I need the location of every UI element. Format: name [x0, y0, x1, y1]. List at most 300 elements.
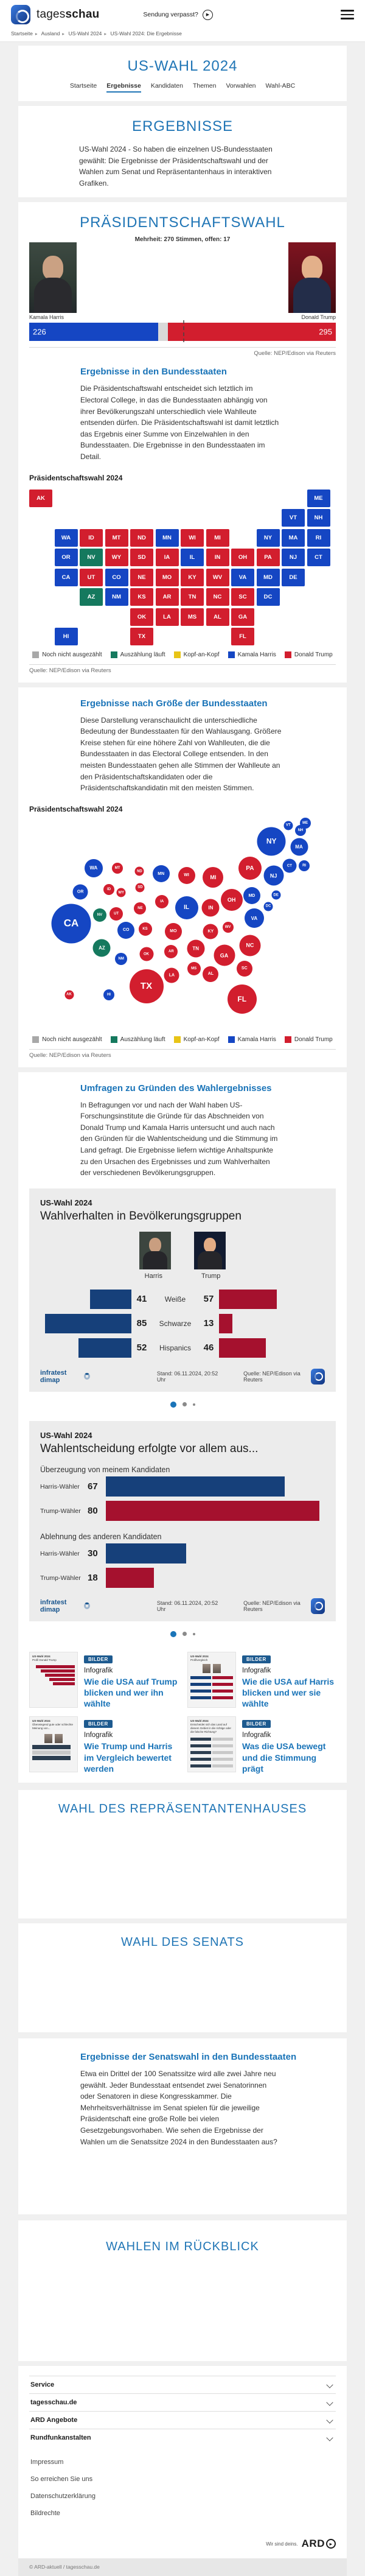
tab-startseite[interactable]: Startseite	[69, 82, 97, 89]
state-bubble-KS[interactable]: KS	[139, 922, 152, 936]
chart-b-stand: Stand: 06.11.2024, 20:52 Uhr	[156, 1599, 218, 1612]
state-bubble-CT[interactable]: CT	[282, 859, 296, 873]
repraesentantenhaus-card	[18, 1790, 347, 1918]
play-icon[interactable]: ▶	[203, 10, 213, 20]
decision-row	[40, 1542, 325, 1565]
majority-marker	[183, 320, 184, 342]
demographics-row	[40, 1311, 325, 1336]
majority-line: Mehrheit: 270 Stimmen, offen: 17	[134, 236, 231, 244]
state-tile-FL[interactable]: FL	[231, 628, 254, 645]
state-bubble-MT[interactable]: MT	[112, 863, 123, 874]
harris-name: Kamala Harris	[29, 314, 64, 321]
divider	[29, 1049, 336, 1050]
ard-brand-row	[29, 2538, 336, 2550]
infratest-ring-icon	[84, 1602, 90, 1609]
state-bubble-SC[interactable]: SC	[237, 961, 252, 977]
ergebnisse-card	[18, 106, 347, 197]
state-bubble-MA[interactable]: MA	[290, 838, 308, 855]
footer-accordion-ard-angebote[interactable]: ARD Angebote	[29, 2411, 336, 2429]
breadcrumb-separator: ▸	[35, 31, 38, 37]
state-bubble-SD[interactable]: SD	[136, 883, 145, 892]
state-tile-MI[interactable]: MI	[206, 529, 229, 547]
state-tile-WA[interactable]: WA	[55, 529, 78, 547]
state-tile-WY[interactable]: WY	[105, 549, 128, 566]
chart-a-source: Quelle: NEP/Edison via Reuters	[243, 1370, 301, 1383]
chevron-down-icon	[326, 2416, 333, 2423]
ergebnisse-text: US-Wahl 2024 - So haben die einzelnen US-Bundesstaaten gewählt: Die Ergebnisse der Präsidentschaftswahl und der Wahlen zum Senat und Repräsentantenhaus in interaktiven Grafiken.	[79, 145, 273, 188]
legend-item	[32, 1036, 102, 1043]
decision-row	[40, 1475, 325, 1498]
state-tile-NC[interactable]: NC	[206, 588, 229, 606]
bar-holder	[106, 1568, 325, 1588]
decision-value: 18	[88, 1573, 98, 1584]
size-heading: Ergebnisse nach Größe der Bundesstaaten	[80, 698, 268, 709]
legend-item	[228, 1036, 276, 1043]
praesidentschaftswahl-card	[18, 202, 347, 682]
brand-light: tages	[36, 8, 66, 21]
state-tile-SC[interactable]: SC	[231, 588, 254, 606]
sendung-verpasst-button[interactable]	[143, 10, 212, 20]
state-tile-RI[interactable]: RI	[307, 529, 330, 547]
harris-value: 41	[136, 1294, 147, 1305]
teaser-trump-profil[interactable]	[29, 1652, 178, 1710]
state-tile-NH[interactable]: NH	[307, 509, 330, 527]
senatswahl-text: Etwa ein Drittel der 100 Senatssitze wird alle zwei Jahre neu gewählt. Jeder Bundesstaat entsendet zwei Senatorinnen oder Senatoren in diese Kongresskammer. Die Mehrheitsverhältnisse im Senat spielen für die jeweilige Präsidentschaft eine große Rolle bei vielen Gesetzgebungsvorhaben. Wie sehen die Ergebnisse der Wahlen um die Senatssitze 2024 in den Bundesstaaten aus?	[80, 2069, 277, 2146]
dot[interactable]	[193, 1633, 195, 1635]
teaser-title[interactable]: Wie die USA auf Trump blicken und wer ihn wählte	[84, 1676, 178, 1709]
carousel-dots	[29, 1392, 336, 1411]
state-tile-PA[interactable]: PA	[257, 549, 280, 566]
dot[interactable]	[193, 1403, 195, 1406]
brand-wordmark[interactable]	[36, 8, 99, 21]
dot-active[interactable]	[170, 1402, 176, 1408]
state-bubble-TX[interactable]: TX	[130, 969, 164, 1003]
footer-link-impressum[interactable]: Impressum	[30, 2458, 64, 2466]
chart-a-candidate-labels	[40, 1272, 325, 1280]
state-bubble-NH[interactable]: NH	[295, 825, 306, 836]
footer-accordion-rundfunkanstalten[interactable]: Rundfunkanstalten	[29, 2429, 336, 2446]
demographics-row	[40, 1287, 325, 1311]
category-label: Schwarze	[159, 1319, 192, 1328]
chart-b-title: Wahlentscheidung erfolgte vor allem aus...	[40, 1442, 259, 1455]
map-chart-label: Präsidentschaftswahl 2024	[29, 473, 123, 482]
top-bar	[0, 0, 365, 29]
bilder-badge: BILDER	[242, 1655, 271, 1663]
ard-logo[interactable]: ARD ▸	[302, 2538, 336, 2550]
state-bubble-CO[interactable]: CO	[117, 922, 134, 939]
state-tile-VA[interactable]: VA	[231, 569, 254, 586]
teaser-kicker: Infografik	[84, 1732, 113, 1739]
state-bubble-MI[interactable]: MI	[203, 867, 223, 888]
state-bubble-NM[interactable]: NM	[115, 953, 127, 965]
trump-value: 13	[203, 1318, 214, 1329]
state-bubble-TN[interactable]: TN	[187, 939, 204, 957]
state-bubble-UT[interactable]: UT	[109, 907, 123, 921]
state-tile-CO[interactable]: CO	[105, 569, 128, 586]
legend-item	[32, 651, 102, 658]
infratest-ring-icon	[84, 1373, 90, 1380]
state-bubble-NE[interactable]: NE	[134, 902, 146, 914]
state-tile-NJ[interactable]: NJ	[282, 549, 305, 566]
state-tile-WV[interactable]: WV	[206, 569, 229, 586]
state-bubble-OK[interactable]: OK	[139, 947, 153, 961]
state-bubble-IN[interactable]: IN	[202, 899, 220, 916]
us-choropleth-map[interactable]	[29, 490, 336, 645]
state-bubble-PA[interactable]: PA	[238, 857, 262, 880]
umfragen-text: In Befragungen vor und nach der Wahl haben US-Forschungsinstitute die Gründe für das Abschneiden von Donald Trump und Kamala Harris untersucht und auch nach den Gründen für die Wahlentscheidung und die Stimmung im Land gefragt. Die Ergebnisse liefern wichtige Anhaltspunkte zu den Ursachen des Ergebnisses und zum Wahlverhalten der verschiedenen Bevölkerungsgruppen.	[80, 1100, 278, 1177]
state-tile-VT[interactable]: VT	[282, 509, 305, 527]
hub-card	[18, 46, 347, 101]
state-tile-MS[interactable]: MS	[181, 608, 204, 626]
state-tile-KS[interactable]: KS	[130, 588, 153, 606]
state-tile-NE[interactable]: NE	[130, 569, 153, 586]
electoral-result-block	[29, 236, 336, 341]
harris-column-label: Harris	[144, 1272, 162, 1280]
state-bubble-WY[interactable]: WY	[117, 888, 126, 897]
tagesschau-app-icon	[311, 1598, 325, 1614]
tagesschau-logo-icon[interactable]	[11, 5, 30, 24]
teaser-kicker: Infografik	[84, 1666, 113, 1674]
breadcrumb-separator: ▸	[62, 31, 65, 37]
teaser-kicker: Infografik	[242, 1666, 271, 1674]
decision-row	[40, 1567, 325, 1590]
state-bubble-HI[interactable]: HI	[103, 989, 114, 1000]
teaser-kicker: Infografik	[242, 1732, 271, 1739]
teaser-thumbnail: US-Wahl 2024 Profilvergleich	[187, 1652, 236, 1708]
teaser-title[interactable]: Was die USA bewegt und die Stimmung prägt	[242, 1741, 326, 1774]
state-bubble-AR[interactable]: AR	[164, 945, 178, 958]
chevron-down-icon	[326, 2399, 333, 2406]
state-bubble-DE[interactable]: DE	[271, 891, 280, 900]
state-bubble-ID[interactable]: ID	[103, 884, 114, 895]
legend-item	[285, 1036, 333, 1043]
divider	[29, 347, 336, 348]
legend-swatch	[285, 1036, 291, 1043]
state-bubble-WV[interactable]: WV	[223, 922, 234, 933]
tagesschau-app-icon	[311, 1369, 325, 1385]
decision-chart-card	[29, 1421, 336, 1621]
us-bubble-map[interactable]	[29, 817, 336, 1030]
state-tile-NV[interactable]: NV	[80, 549, 103, 566]
footer-link-datenschutz[interactable]: Datenschutzerklärung	[30, 2493, 96, 2501]
category-label: Hispanics	[159, 1343, 192, 1352]
state-bubble-IL[interactable]: IL	[175, 896, 198, 919]
decision-row	[40, 1500, 325, 1523]
state-tile-NM[interactable]: NM	[105, 588, 128, 606]
tab-vorwahlen[interactable]: Vorwahlen	[226, 82, 256, 89]
chevron-down-icon	[326, 2381, 333, 2388]
hub-tabs	[29, 82, 336, 93]
state-bubble-LA[interactable]: LA	[164, 968, 179, 983]
harris-value: 52	[136, 1342, 147, 1353]
state-tile-ME[interactable]: ME	[307, 490, 330, 507]
harris-bar	[90, 1290, 131, 1309]
teaser-harris-profil[interactable]	[187, 1652, 336, 1710]
size-card	[18, 687, 347, 1067]
legend-label: Kopf-an-Kopf	[183, 1036, 220, 1043]
bar-holder	[106, 1476, 325, 1497]
legend-label: Noch nicht ausgezählt	[42, 651, 102, 658]
carousel-dots	[29, 1621, 336, 1641]
state-tile-IL[interactable]: IL	[181, 549, 204, 566]
teaser-stimmung[interactable]	[187, 1716, 336, 1774]
legend-swatch	[285, 651, 291, 658]
bilder-badge: BILDER	[84, 1655, 113, 1663]
chevron-down-icon	[326, 2434, 333, 2441]
state-bubble-GA[interactable]: GA	[214, 945, 235, 966]
chart-b-footer	[40, 1598, 325, 1614]
state-bubble-NC[interactable]: NC	[239, 935, 260, 956]
legend-label: Auszählung läuft	[120, 651, 165, 658]
dot[interactable]	[182, 1402, 187, 1406]
tab-kandidaten[interactable]: Kandidaten	[150, 82, 183, 89]
senatswahl-heading: Ergebnisse der Senatswahl in den Bundesstaaten	[80, 2051, 297, 2062]
legend-item	[174, 1036, 220, 1043]
senat-card	[18, 1923, 347, 2032]
ergebnisse-title: ERGEBNISSE	[131, 118, 234, 135]
state-bubble-CA[interactable]: CA	[52, 904, 91, 943]
state-tile-MD[interactable]: MD	[257, 569, 280, 586]
state-tile-TN[interactable]: TN	[181, 588, 204, 606]
electoral-source: Quelle: NEP/Edison via Reuters	[254, 350, 336, 357]
demographics-rows	[40, 1287, 325, 1360]
teaser-thumbnail: US-Wahl 2024 Profil Donald Trump	[29, 1652, 78, 1708]
state-bubble-MN[interactable]: MN	[153, 865, 170, 882]
divider	[29, 664, 336, 665]
teaser-title[interactable]: Wie Trump und Harris im Vergleich bewertet werden	[84, 1741, 173, 1774]
state-bubble-MS[interactable]: MS	[187, 962, 201, 975]
trump-value: 46	[203, 1342, 214, 1353]
chart-b-kicker: US-Wahl 2024	[40, 1430, 92, 1440]
chart-a-kicker: US-Wahl 2024	[40, 1198, 92, 1207]
breadcrumb-us-wahl[interactable]: US-Wahl 2024	[68, 30, 102, 37]
state-bubble-VA[interactable]: VA	[245, 908, 264, 928]
sendung-verpasst-label: Sendung verpasst?	[143, 11, 198, 18]
state-tile-WI[interactable]: WI	[181, 529, 204, 547]
umfragen-card	[18, 1072, 347, 1783]
state-bubble-NV[interactable]: NV	[93, 908, 106, 922]
footer	[18, 2366, 347, 2558]
harris-bar	[45, 1314, 131, 1333]
infratest-dimap-logo: infratest dimap	[40, 1599, 90, 1613]
tab-wahl-abc[interactable]: Wahl-ABC	[265, 82, 296, 89]
umfragen-heading: Umfragen zu Gründen des Wahlergebnisses	[80, 1083, 272, 1093]
state-tile-CT[interactable]: CT	[307, 549, 330, 566]
chart-a-footer	[40, 1369, 325, 1385]
harris-bar	[106, 1543, 186, 1563]
harris-photo	[29, 242, 77, 313]
state-bubble-ND[interactable]: ND	[135, 867, 144, 876]
legend-label: Kopf-an-Kopf	[183, 651, 220, 658]
state-tile-CA[interactable]: CA	[55, 569, 78, 586]
state-bubble-KY[interactable]: KY	[203, 924, 218, 939]
state-tile-IN[interactable]: IN	[206, 549, 229, 566]
state-tile-NY[interactable]: NY	[257, 529, 280, 547]
legend-item	[285, 651, 333, 658]
footer-link-bildrechte[interactable]: Bildrechte	[30, 2510, 60, 2518]
trump-electoral-votes: 295	[319, 327, 332, 337]
state-tile-LA[interactable]: LA	[156, 608, 179, 626]
legend-swatch	[228, 1036, 235, 1043]
footer-accordion-service[interactable]: Service	[29, 2376, 336, 2393]
legend-swatch	[228, 651, 235, 658]
repraesentantenhaus-title: WAHL DES REPRÄSENTANTENHAUSES	[58, 1802, 307, 1816]
voter-group-label: Harris-Wähler	[40, 1483, 80, 1490]
state-tile-ND[interactable]: ND	[130, 529, 153, 547]
states-text: Die Präsidentschaftswahl entscheidet sich letztlich im Electoral College, in das die Bundesstaaten abhängig von ihrer Bevölkerungszahl unterschiedlich viele Wahlleute entsenden dürfen. Die Präsidentschaftswahl ist damit letztlich das Ergebnis einer Summe von Einzelwahlen in den Bundesstaaten. Die Ergebnisse in den Bundesstaaten im Detail.	[80, 384, 279, 461]
breadcrumb	[0, 29, 365, 42]
state-tile-OH[interactable]: OH	[231, 549, 254, 566]
dot[interactable]	[182, 1632, 187, 1636]
state-bubble-RI[interactable]: RI	[299, 860, 310, 871]
size-text: Diese Darstellung veranschaulicht die unterschiedliche Bedeutung der Bundesstaaten für den Wahlausgang. Größere Kreise stehen für eine höhere Zahl von Wahlleuten, die die Bundesstaaten in das Electoral College entsenden. In den meisten Bundesstaaten gehen alle Stimmen der Wahlleute an den Präsidentschaftskandidaten oder die Präsidentschaftskandidatin mit den meisten Stimmen.	[80, 715, 282, 793]
legend-label: Auszählung läuft	[120, 1036, 165, 1043]
trump-name: Donald Trump	[301, 314, 336, 321]
legend-item	[111, 1036, 165, 1043]
tab-ergebnisse[interactable]: Ergebnisse	[106, 82, 141, 93]
harris-bar-segment	[29, 323, 158, 341]
ard-oval-icon: ▸	[326, 2539, 336, 2549]
demographics-chart-card	[29, 1188, 336, 1392]
state-tile-AL[interactable]: AL	[206, 608, 229, 626]
legend-swatch	[174, 651, 181, 658]
trump-bar	[106, 1568, 154, 1588]
state-bubble-AK[interactable]: AK	[64, 990, 74, 999]
breadcrumb-startseite[interactable]: Startseite	[11, 30, 33, 37]
legend-swatch	[32, 651, 39, 658]
bilder-badge: BILDER	[242, 1720, 271, 1728]
breadcrumb-separator: ▸	[104, 31, 107, 37]
voter-group-label: Trump-Wähler	[40, 1507, 81, 1515]
state-bubble-DC[interactable]: DC	[264, 902, 273, 911]
state-tile-DC[interactable]: DC	[257, 588, 280, 606]
state-tile-SD[interactable]: SD	[130, 549, 153, 566]
state-bubble-NJ[interactable]: NJ	[263, 866, 283, 886]
state-tile-IA[interactable]: IA	[156, 549, 179, 566]
teaser-grid	[29, 1652, 336, 1774]
bubble-legend	[29, 1036, 336, 1043]
state-tile-OR[interactable]: OR	[55, 549, 78, 566]
state-bubble-MO[interactable]: MO	[165, 923, 182, 940]
embed-placeholder	[29, 2147, 336, 2206]
tab-themen[interactable]: Themen	[192, 82, 217, 89]
embed-placeholder	[29, 1819, 336, 1910]
trump-bar	[219, 1314, 232, 1333]
state-tile-KY[interactable]: KY	[181, 569, 204, 586]
bar-holder	[106, 1543, 325, 1563]
senatswahl-card	[18, 2038, 347, 2214]
state-tile-AK[interactable]: AK	[29, 490, 52, 507]
state-bubble-MD[interactable]: MD	[243, 887, 260, 904]
trump-bar	[219, 1338, 266, 1358]
chart-a-photos	[40, 1232, 325, 1269]
harris-electoral-votes: 226	[33, 327, 46, 337]
harris-bar	[78, 1338, 131, 1358]
hamburger-menu-icon[interactable]	[341, 7, 354, 22]
candidate-names	[29, 314, 336, 320]
legend-label: Noch nicht ausgezählt	[42, 1036, 102, 1043]
open-bar-segment	[158, 323, 168, 341]
trump-bar	[219, 1290, 277, 1309]
map-legend	[29, 651, 336, 658]
bar-holder	[106, 1501, 325, 1521]
state-bubble-ME[interactable]: ME	[300, 818, 311, 829]
state-bubble-WI[interactable]: WI	[178, 867, 195, 884]
brand-bold: schau	[65, 8, 100, 21]
trump-photo	[288, 242, 336, 313]
teaser-vergleich[interactable]	[29, 1716, 178, 1774]
decision-group-label: Ablehnung des anderen Kandidaten	[40, 1532, 162, 1541]
bubble-source: Quelle: NEP/Edison via Reuters	[29, 1051, 111, 1059]
state-tile-UT[interactable]: UT	[80, 569, 103, 586]
state-bubble-IA[interactable]: IA	[155, 895, 169, 908]
state-tile-HI[interactable]: HI	[55, 628, 78, 645]
decision-value: 67	[88, 1481, 98, 1492]
senat-title: WAHL DES SENATS	[120, 1935, 245, 1949]
ard-tagline: Wir sind deins.	[266, 2541, 298, 2547]
harris-bar	[106, 1476, 285, 1497]
state-bubble-NY[interactable]: NY	[257, 827, 286, 855]
page-title: US-WAHL 2024	[127, 58, 238, 74]
state-tile-GA[interactable]: GA	[231, 608, 254, 626]
state-tile-AZ[interactable]: AZ	[80, 588, 103, 606]
state-tile-AR[interactable]: AR	[156, 588, 179, 606]
legend-label: Donald Trump	[294, 651, 333, 658]
state-bubble-VT[interactable]: VT	[283, 821, 293, 830]
harris-value: 85	[136, 1318, 147, 1329]
voter-group-label: Harris-Wähler	[40, 1549, 80, 1557]
state-tile-MO[interactable]: MO	[156, 569, 179, 586]
legend-swatch	[111, 651, 117, 658]
state-bubble-WA[interactable]: WA	[85, 859, 103, 877]
trump-column-label: Trump	[201, 1272, 221, 1280]
dot-active[interactable]	[170, 1631, 176, 1637]
state-bubble-OR[interactable]: OR	[73, 885, 88, 900]
state-bubble-AZ[interactable]: AZ	[93, 939, 111, 956]
embed-placeholder	[29, 2256, 336, 2353]
chart-b-source: Quelle: NEP/Edison via Reuters	[243, 1599, 301, 1612]
legend-swatch	[111, 1036, 117, 1043]
trump-mini-photo	[194, 1232, 226, 1269]
teaser-title[interactable]: Wie die USA auf Harris blicken und wer sie wählte	[242, 1676, 335, 1709]
trump-bar-segment	[168, 323, 336, 341]
decision-value: 30	[88, 1548, 98, 1559]
state-tile-TX[interactable]: TX	[130, 628, 153, 645]
footer-link-kontakt[interactable]: So erreichen Sie uns	[30, 2476, 93, 2483]
legend-label: Donald Trump	[294, 1036, 333, 1043]
state-tile-ID[interactable]: ID	[80, 529, 103, 547]
state-tile-MN[interactable]: MN	[156, 529, 179, 547]
legend-item	[228, 651, 276, 658]
state-tile-DE[interactable]: DE	[282, 569, 305, 586]
copyright-strip: © ARD-aktuell / tagesschau.de	[18, 2558, 347, 2576]
state-bubble-OH[interactable]: OH	[221, 889, 243, 911]
state-bubble-AL[interactable]: AL	[203, 966, 218, 982]
breadcrumb-ausland[interactable]: Ausland	[41, 30, 60, 37]
state-tile-MT[interactable]: MT	[105, 529, 128, 547]
states-heading: Ergebnisse in den Bundesstaaten	[80, 367, 227, 377]
rueckblick-title: WAHLEN IM RÜCKBLICK	[106, 2240, 259, 2254]
state-tile-MA[interactable]: MA	[282, 529, 305, 547]
state-bubble-FL[interactable]: FL	[228, 984, 257, 1014]
breadcrumb-current: US-Wahl 2024: Die Ergebnisse	[110, 30, 182, 37]
footer-accordion-tagesschau[interactable]: tagesschau.de	[29, 2393, 336, 2411]
trump-bar	[106, 1501, 319, 1521]
state-tile-OK[interactable]: OK	[130, 608, 153, 626]
legend-item	[111, 651, 165, 658]
electoral-bar[interactable]	[29, 323, 336, 341]
legend-label: Kamala Harris	[237, 1036, 276, 1043]
